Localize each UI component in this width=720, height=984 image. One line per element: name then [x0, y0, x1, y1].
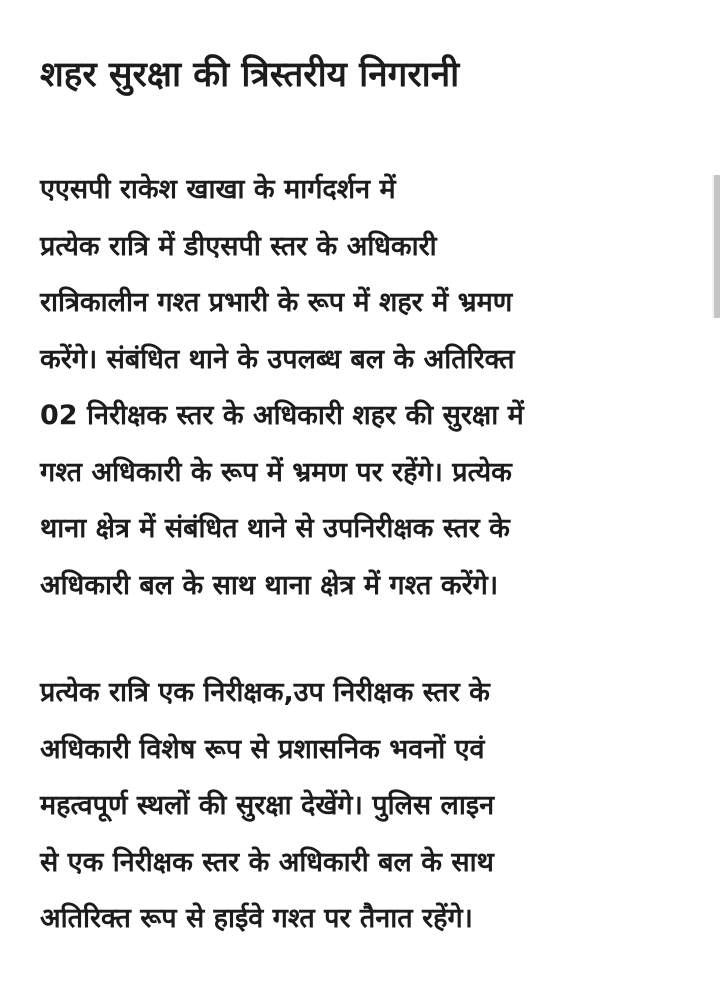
article-paragraph-2	[40, 665, 494, 948]
paragraph-line: से एक निरीक्षक स्तर के अधिकारी बल के साथ	[40, 846, 494, 878]
paragraph-line: प्रत्येक रात्रि में डीएसपी स्तर के अधिकारी	[40, 230, 437, 262]
paragraph-line: गश्त अधिकारी के रूप में भ्रमण पर रहेंगे। प्रत्येक	[40, 456, 512, 488]
article-paragraph-1	[40, 162, 524, 614]
article-title: शहर सुरक्षा की त्रिस्तरीय निगरानी	[40, 55, 460, 95]
paragraph-line: करेंगे। संबंधित थाने के उपलब्ध बल के अतिरिक्त	[40, 343, 515, 375]
paragraph-line: 02 निरीक्षक स्तर के अधिकारी शहर की सुरक्षा में	[40, 400, 524, 431]
paragraph-line: प्रत्येक रात्रि एक निरीक्षक,उप निरीक्षक स्तर के	[40, 677, 490, 708]
paragraph-line: एएसपी राकेश खाखा के मार्गदर्शन में	[40, 174, 396, 205]
paragraph-line: महत्वपूर्ण स्थलों की सुरक्षा देखेंगे। पुलिस लाइन	[40, 790, 495, 821]
paragraph-line: थाना क्षेत्र में संबंधित थाने से उपनिरीक्षक स्तर के	[40, 513, 510, 544]
scrollbar-thumb[interactable]	[714, 175, 720, 318]
paragraph-line: रात्रिकालीन गश्त प्रभारी के रूप में शहर में भ्रमण	[40, 287, 513, 318]
article	[40, 44, 680, 934]
paragraph-line: अतिरिक्त रूप से हाईवे गश्त पर तैनात रहेंगे।	[40, 903, 473, 934]
paragraph-line: अधिकारी बल के साथ थाना क्षेत्र में गश्त करेंगे।	[40, 569, 499, 601]
paragraph-line: अधिकारी विशेष रूप से प्रशासनिक भवनों एवं	[40, 733, 485, 765]
scrollbar[interactable]	[712, 175, 720, 318]
